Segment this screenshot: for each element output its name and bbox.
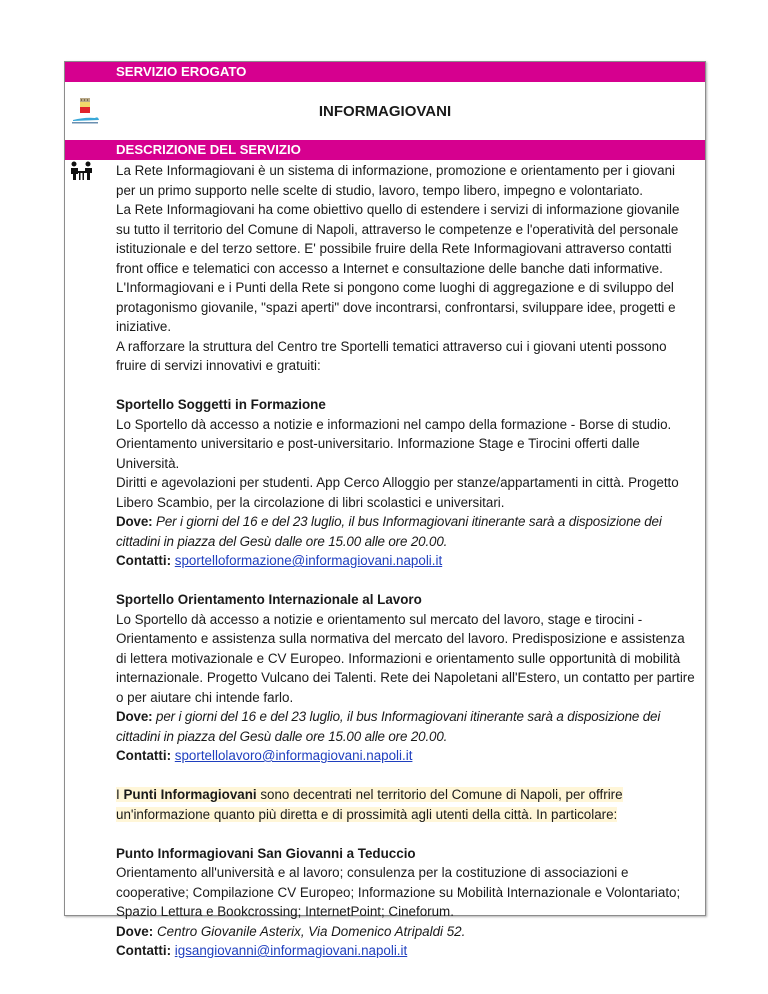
section-label: DESCRIZIONE DEL SERVIZIO	[116, 142, 301, 157]
contatti-line	[116, 941, 696, 961]
dove-label: Dove:	[116, 514, 153, 529]
sportello-body: Lo Sportello dà accesso a notizie e orientamento sul mercato del lavoro, stage e tirocini - Orientamento e assistenza sulla normativa del mercato del lavoro. Predisposizione e assistenza di lettera motivazionale e CV Europeo. Informazioni e orientamento sulle opportunità di mobilità internazionale. Progetto Vulcano dei Talenti. Rete dei Napoletani all'Estero, un contatto per partire o per aiutare chi intende farlo.	[116, 611, 695, 705]
description-paragraph: La Rete Informagiovani è un sistema di informazione, promozione e orientamento per i giovani per un primo supporto nelle scelte di studio, lavoro, tempo libero, impegno e volontariato.	[116, 163, 675, 198]
contatti-line	[116, 746, 696, 766]
section-label: SERVIZIO EROGATO	[116, 64, 247, 79]
dove-text: Centro Giovanile Asterix, Via Domenico Atripaldi 52.	[156, 923, 466, 939]
page-title: INFORMAGIOVANI	[318, 103, 452, 120]
sportello-block	[116, 590, 696, 766]
email-link[interactable]: sportellolavoro@informagiovani.napoli.it	[174, 748, 413, 763]
sportello-body: Diritti e agevolazioni per studenti. App Cerco Alloggio per stanze/appartamenti in città. Progetto Libero Scambio, per la circolazione di libri scolastici e universitari.	[116, 475, 679, 510]
title-row	[65, 82, 705, 140]
punto-title: Punto Informagiovani San Giovanni a Teduccio	[116, 845, 416, 861]
sportello-body: Lo Sportello dà accesso a notizie e informazioni nel campo della formazione - Borse di studio. Orientamento universitario e post-universitario. Informazione Stage e Tirocini offerti dalle Università.	[116, 416, 672, 471]
contatti-label: Contatti:	[116, 943, 172, 958]
contatti-line	[116, 551, 696, 571]
dove-text: Per i giorni del 16 e del 23 luglio, il bus Informagiovani itinerante sarà a disposizione dei cittadini in piazza del Gesù dalle ore 15.00 alle ore 20.00.	[116, 514, 662, 549]
dove-line	[116, 707, 696, 746]
service-description	[116, 161, 696, 961]
sportello-block	[116, 395, 696, 571]
section-band-descrizione	[65, 140, 705, 160]
dove-line	[116, 922, 696, 942]
dove-label: Dove:	[116, 923, 154, 939]
dove-label: Dove:	[116, 709, 153, 724]
contatti-label: Contatti:	[116, 748, 172, 763]
sportello-title: Sportello Orientamento Internazionale al Lavoro	[116, 592, 422, 607]
section-band-servizio	[65, 62, 705, 82]
punto-block	[116, 844, 696, 961]
description-paragraph: L'Informagiovani e i Punti della Rete si pongono come luoghi di aggregazione e di sviluppo del protagonismo giovanile, "spazi aperti" dove incontrarsi, confrontarsi, sviluppare idee, progetti e iniziative.	[116, 280, 676, 334]
service-sheet	[64, 61, 706, 958]
punti-intro-bold: Punti Informagiovani	[123, 787, 257, 802]
dove-line	[116, 512, 696, 551]
email-link[interactable]: igsangiovanni@informagiovani.napoli.it	[174, 943, 408, 958]
description-paragraph: La Rete Informagiovani ha come obiettivo quello di estendere i servizi di informazione giovanile su tutto il territorio del Comune di Napoli, attraverso le competenze e l'operatività del personale istituzionale e del terzo settore. E' possibile fruire della Rete Informagiovani attraverso contatti front office e telematici con accesso a Internet e consultazione delle banche dati informative.	[116, 202, 680, 276]
punti-intro-prefix: I	[116, 787, 124, 802]
dove-text: per i giorni del 16 e del 23 luglio, il bus Informagiovani itinerante sarà a disposizione dei cittadini in piazza del Gesù dalle ore 15.00 alle ore 20.00.	[116, 709, 661, 744]
sportello-title: Sportello Soggetti in Formazione	[116, 397, 326, 412]
email-link[interactable]: sportelloformazione@informagiovani.napoli.it	[174, 553, 443, 568]
punti-intro-text: sono decentrati nel territorio del Comune di Napoli, per offrire un'informazione quanto più diretta e di prossimità agli utenti della città. In particolare:	[116, 787, 623, 822]
punto-body: Orientamento all'università e al lavoro; consulenza per la costituzione di associazioni e cooperative; Compilazione CV Europeo; Informazione su Mobilità Internazionale e Volontariato; Spazio Lettura e Bookcrossing; InternetPoint; Cineforum.	[116, 865, 681, 919]
punti-intro	[116, 785, 696, 824]
people-desk-icon	[69, 161, 95, 181]
contatti-label: Contatti:	[116, 553, 172, 568]
description-paragraph: A rafforzare la struttura del Centro tre Sportelli tematici attraverso cui i giovani utenti possono fruire di servizi innovativi e gratuiti:	[116, 338, 667, 373]
